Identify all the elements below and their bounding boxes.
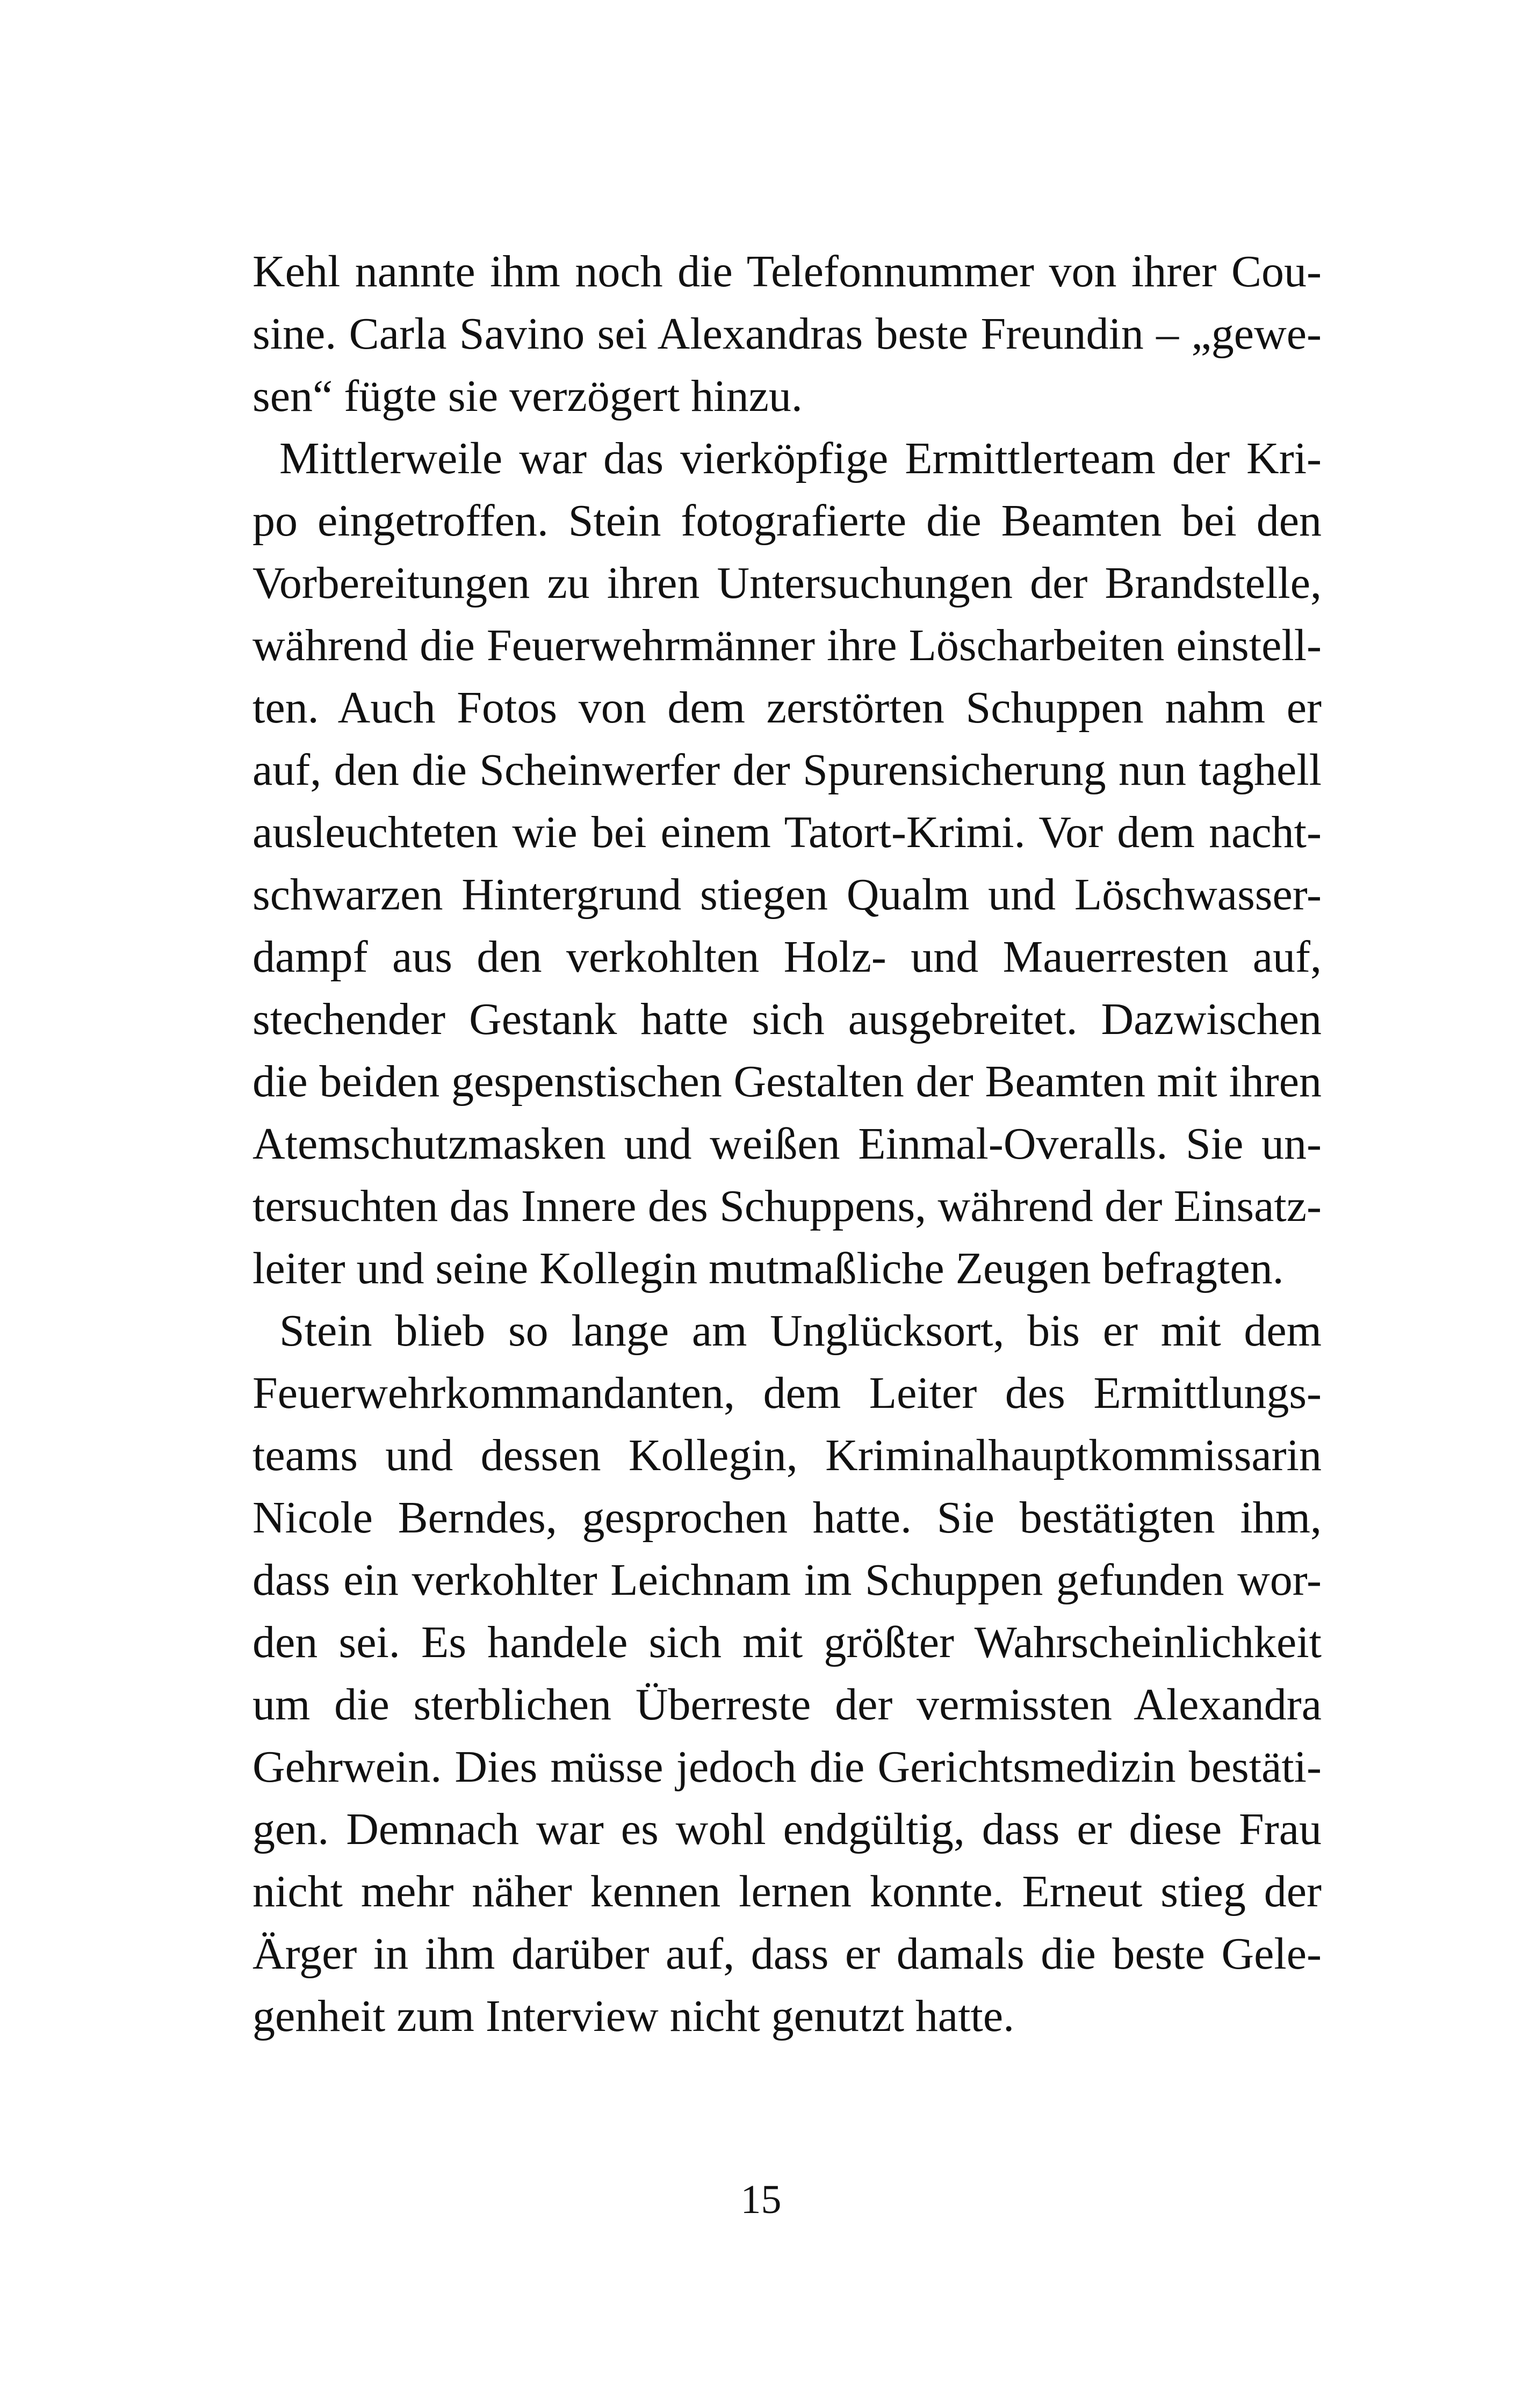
text-line: Kehl nannte ihm noch die Telefonnummer von ihrer Cou- [253, 247, 1322, 297]
text-line: Feuerwehrkommandanten, dem Leiter des Ermittlungs- [253, 1368, 1322, 1418]
text-line: schwarzen Hintergrund stiegen Qualm und Löschwasser- [253, 870, 1322, 920]
text-line: ten. Auch Fotos von dem zerstörten Schuppen nahm er [253, 683, 1322, 733]
text-line: genheit zum Interview nicht genutzt hatte. [253, 1991, 1015, 2041]
text-line: dampf aus den verkohlten Holz- und Mauerresten auf, [253, 932, 1322, 982]
page-number: 15 [740, 2177, 782, 2222]
text-line: Nicole Berndes, gesprochen hatte. Sie bestätigten ihm, [253, 1493, 1322, 1543]
text-line: gen. Demnach war es wohl endgültig, dass er diese Frau [253, 1804, 1322, 1854]
text-line: die beiden gespenstischen Gestalten der Beamten mit ihren [253, 1057, 1322, 1107]
text-line: stechender Gestank hatte sich ausgebreitet. Dazwischen [253, 994, 1322, 1044]
text-line: dass ein verkohlter Leichnam im Schuppen gefunden wor- [253, 1555, 1322, 1605]
text-line: auf, den die Scheinwerfer der Spurensicherung nun taghell [253, 745, 1322, 795]
text-line: tersuchten das Innere des Schuppens, während der Einsatz- [253, 1181, 1322, 1231]
text-line: sine. Carla Savino sei Alexandras beste Freundin – „gewe- [253, 309, 1322, 359]
text-line: während die Feuerwehrmänner ihre Löscharbeiten einstell- [253, 620, 1322, 670]
body-text [253, 241, 1322, 2048]
text-line: Mittlerweile war das vierköpfige Ermittlerteam der Kri- [279, 433, 1322, 483]
text-line: teams und dessen Kollegin, Kriminalhauptkommissarin [253, 1430, 1322, 1480]
text-line: po eingetroffen. Stein fotografierte die Beamten bei den [253, 496, 1322, 546]
text-line: leiter und seine Kollegin mutmaßliche Zeugen befragten. [253, 1243, 1284, 1293]
text-line: Vorbereitungen zu ihren Untersuchungen der Brandstelle, [253, 558, 1322, 608]
text-line: ausleuchteten wie bei einem Tatort-Krimi. Vor dem nacht- [253, 807, 1322, 857]
text-line: Ärger in ihm darüber auf, dass er damals die beste Gele- [253, 1929, 1322, 1979]
text-line: den sei. Es handele sich mit größter Wahrscheinlichkeit [253, 1617, 1322, 1667]
text-line: sen“ fügte sie verzögert hinzu. [253, 371, 803, 421]
text-line: nicht mehr näher kennen lernen konnte. Erneut stieg der [253, 1867, 1322, 1917]
text-line: Stein blieb so lange am Unglücksort, bis er mit dem [279, 1306, 1322, 1356]
text-line: Atemschutzmasken und weißen Einmal-Overalls. Sie un- [253, 1119, 1322, 1169]
text-line: um die sterblichen Überreste der vermissten Alexandra [253, 1680, 1322, 1730]
text-line: Gehrwein. Dies müsse jedoch die Gerichtsmedizin bestäti- [253, 1742, 1322, 1792]
